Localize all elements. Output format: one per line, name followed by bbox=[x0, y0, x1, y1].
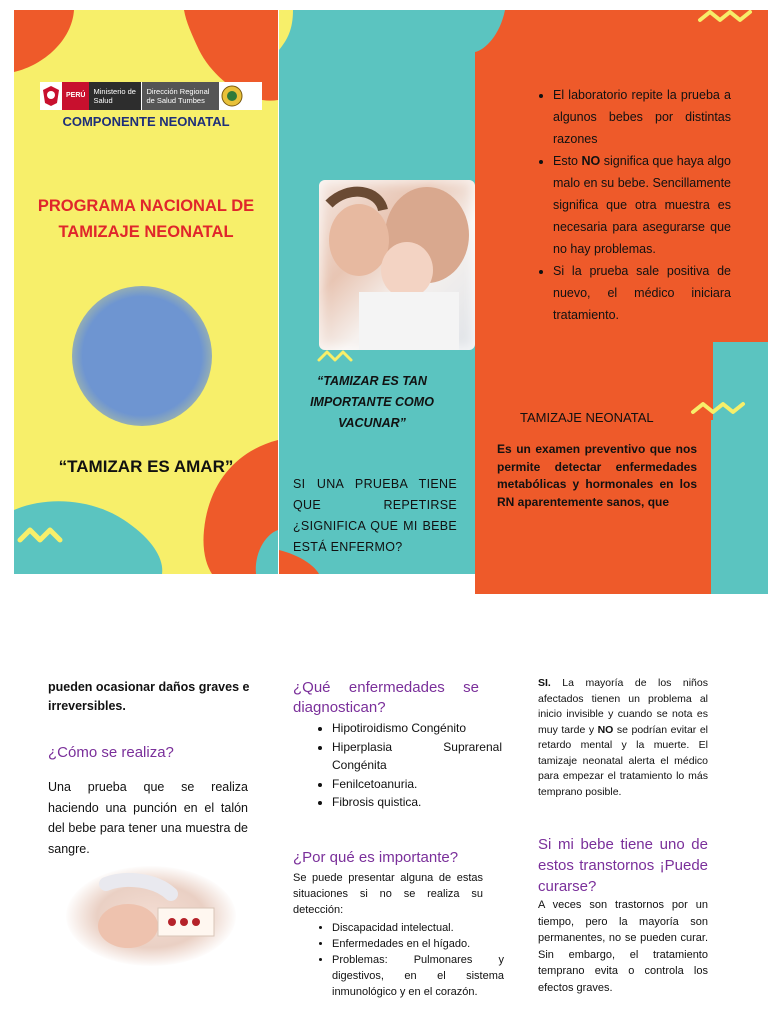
disease-item: • Fenilcetoanuria. bbox=[332, 775, 502, 794]
slogan: “TAMIZAR ES AMAR” bbox=[58, 457, 234, 476]
diseases-list bbox=[310, 719, 502, 812]
repeat-reason-text: Si la prueba sale positiva de nuevo, el médico iniciara tratamiento. bbox=[553, 264, 731, 322]
component-label: COMPONENTE NEONATAL bbox=[62, 114, 230, 129]
peru-label: PERÚ bbox=[62, 82, 89, 110]
curability-answer bbox=[538, 676, 708, 800]
panel-right bbox=[475, 10, 768, 594]
peru-logo bbox=[40, 82, 62, 110]
how-description: Una prueba que se realiza haciendo una punción en el talón del bebe para tener una muestra de sangre. bbox=[48, 780, 248, 856]
repeat-explanation-list bbox=[531, 84, 731, 326]
answer-text: se podrían evitar el retardo mental y la muerte. El tamizaje neonatal alerta el médico para empezar el tratamiento lo más temprano posible. bbox=[538, 723, 708, 798]
importance-intro: Se puede presentar alguna de estas situaciones si no se realiza su detección: bbox=[293, 872, 483, 916]
disease-item: • Fibrosis quistica. bbox=[332, 793, 502, 812]
repeat-reason-text: El laboratorio repite la prueba a algunos bebes por distintas razones bbox=[553, 88, 731, 146]
importance-item: • Problemas: Pulmonares y digestivos, en el sistema inmunológico y en el corazón. bbox=[332, 952, 504, 1000]
damage-continuation: pueden ocasionar daños graves e irreversibles. bbox=[48, 680, 250, 713]
quote-text: “TAMIZAR ES TAN IMPORTANTE COMO VACUNAR” bbox=[310, 374, 434, 430]
repeat-reason-item bbox=[553, 84, 731, 150]
repeat-reason-item bbox=[553, 150, 731, 260]
screening-heading: TAMIZAJE NEONATAL bbox=[520, 410, 654, 425]
blue-circle-graphic bbox=[72, 286, 212, 426]
ministry-logo-bar bbox=[40, 82, 262, 110]
program-title-line2: TAMIZAJE NEONATAL bbox=[58, 223, 234, 241]
repeat-question: SI UNA PRUEBA TIENE QUE REPETIRSE ¿SIGNIFICA QUE MI BEBE ESTÁ ENFERMO? bbox=[293, 477, 457, 554]
answer-no: NO bbox=[597, 723, 614, 736]
ministry-seal bbox=[219, 82, 245, 110]
family-photo bbox=[319, 180, 475, 350]
disease-item: • Hipotiroidismo Congénito bbox=[332, 719, 502, 738]
answer-text: La mayoría de los niños afectados tienen un problema al inicio invisible y cuando se nota es muy tarde y bbox=[538, 677, 708, 736]
importance-item: • Enfermedades en el hígado. bbox=[332, 936, 504, 952]
importance-item: • Discapacidad intelectual. bbox=[332, 920, 504, 936]
regional-direction-label: Dirección Regional de Salud Tumbes bbox=[141, 82, 219, 110]
repeat-reason-text: significa que haya algo malo en su bebe. Sencillamente significa que otra muestra es necesaria para asegurarse que no hay problemas. bbox=[553, 154, 731, 256]
cure-heading: Si mi bebe tiene uno de estos transtornos ¡Puede curarse? bbox=[538, 836, 708, 895]
diseases-heading: ¿Qué enfermedades se diagnostican? bbox=[293, 679, 479, 716]
disease-item: • Hiperplasia Suprarenal Congénita bbox=[332, 738, 502, 775]
panel-cover bbox=[14, 10, 278, 574]
program-title-line1: PROGRAMA NACIONAL DE bbox=[37, 197, 255, 215]
importance-list bbox=[310, 920, 504, 1000]
repeat-reason-text: Esto bbox=[553, 154, 582, 168]
heel-prick-photo bbox=[66, 866, 236, 966]
cure-description: A veces son trastornos por un tiempo, pero la mayoría son permanentes, no se pueden curar. Sin embargo, el tratamiento temprano evita o controla los efectos graves. bbox=[538, 899, 708, 994]
repeat-reason-emphasis: NO bbox=[581, 154, 601, 168]
panel-middle bbox=[279, 10, 475, 574]
screening-description: Es un examen preventivo que nos permite detectar enfermedades metabólicas y hormonales en los RN aparentemente sanos, que bbox=[497, 442, 697, 509]
how-heading: ¿Cómo se realiza? bbox=[48, 744, 174, 761]
repeat-reason-item bbox=[553, 260, 731, 326]
answer-yes: SI. bbox=[538, 677, 551, 689]
ministry-label: Ministerio de Salud bbox=[89, 82, 141, 110]
importance-heading: ¿Por qué es importante? bbox=[293, 849, 459, 866]
